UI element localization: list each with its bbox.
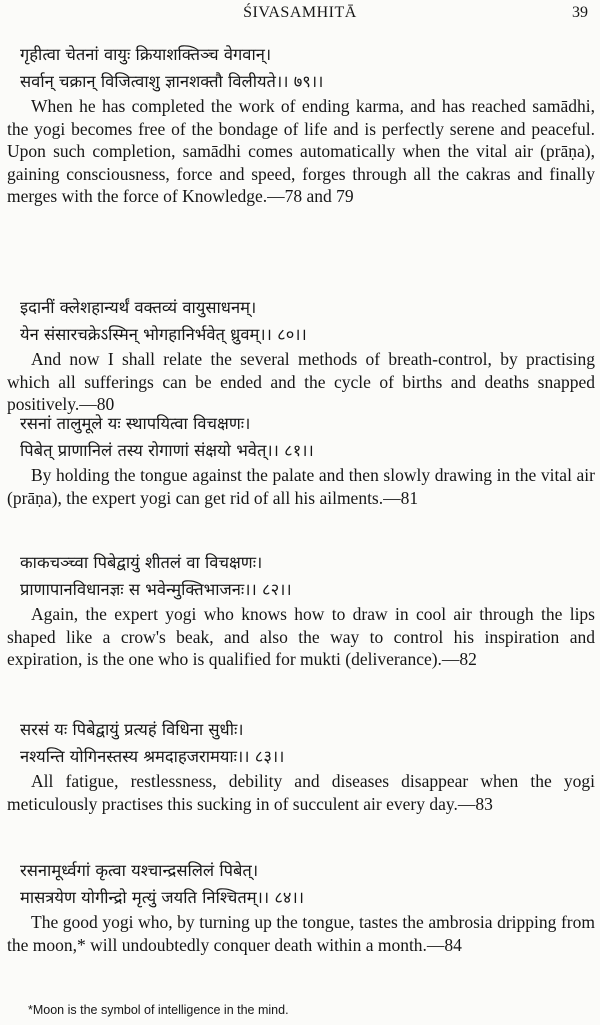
verse-block-80 (7, 294, 595, 416)
verse-block-82 (7, 549, 595, 671)
sanskrit-verse-line: येन संसारचक्रेऽस्मिन् भोगहानिर्भवेत् ध्रुवम्।। ८०।। (20, 325, 307, 344)
page-number: 39 (572, 4, 588, 21)
sanskrit-verse-line: पिबेत् प्राणानिलं तस्य रोगाणां संक्षयो भवेत्।। ८१।। (20, 441, 314, 460)
verse-block-84 (7, 857, 595, 956)
sanskrit-verse-line: प्राणापानविधानज्ञः स भवेन्मुक्तिभाजनः।। ८२।। (20, 580, 292, 599)
sanskrit-verse-line: गृहीत्वा चेतनां वायुः क्रियाशक्तिञ्च वेगवान्। (20, 45, 272, 64)
footnote: *Moon is the symbol of intelligence in the mind. (28, 1003, 289, 1017)
translation-paragraph: And now I shall relate the several methods of breath-control, by practising which all sufferings can be ended and the cycle of births and deaths snapped positively.—80 (7, 349, 595, 414)
sanskrit-verse-line: सर्वान् चक्रान् विजित्वाशु ज्ञानशक्तौ विलीयते।। ७९।। (20, 72, 324, 91)
translation-paragraph: All fatigue, restlessness, debility and diseases disappear when the yogi meticulously practises this sucking in of succulent air every day.—83 (7, 771, 595, 814)
verse-block-83 (7, 716, 595, 815)
sanskrit-verse-line: मासत्रयेण योगीन्द्रो मृत्युं जयति निश्चितम्।। ८४।। (20, 888, 305, 907)
verse-block-78-79 (7, 41, 595, 208)
verse-block-81 (7, 410, 595, 509)
sanskrit-verse-line: रसनामूर्ध्वगां कृत्वा यश्चान्द्रसलिलं पिबेत्। (20, 861, 259, 880)
sanskrit-verse-line: रसनां तालुमूले यः स्थापयित्वा विचक्षणः। (20, 414, 251, 433)
sanskrit-verse-line: सरसं यः पिबेद्वायुं प्रत्यहं विधिना सुधीः। (20, 720, 244, 739)
translation-paragraph: Again, the expert yogi who knows how to draw in cool air through the lips shaped like a crow's beak, and also the way to control his inspiration and expiration, is the one who is qualified for mukti (deliverance).—82 (7, 604, 595, 669)
running-header (0, 3, 600, 25)
running-title: ŚIVASAMHITĀ (243, 4, 357, 21)
translation-paragraph: When he has completed the work of ending karma, and has reached samādhi, the yogi becomes free of the bondage of life and is perfectly serene and peaceful. Upon such completion, samādhi comes automatically when the vital air (prāṇa), gaining consciousness, force and speed, forges through all the cakras and finally merges with the force of Knowledge.—78 and 79 (7, 96, 595, 206)
sanskrit-verse-line: इदानीं क्लेशहान्यर्थं वक्तव्यं वायुसाधनम्। (20, 298, 257, 317)
translation-paragraph: The good yogi who, by turning up the tongue, tastes the ambrosia dripping from the moon,* will undoubtedly conquer death within a month.—84 (7, 912, 595, 955)
translation-paragraph: By holding the tongue against the palate and then slowly drawing in the vital air (prāṇa), the expert yogi can get rid of all his ailments.—81 (7, 465, 595, 508)
sanskrit-verse-line: काकचञ्च्वा पिबेद्वायुं शीतलं वा विचक्षणः। (20, 553, 263, 572)
sanskrit-verse-line: नश्यन्ति योगिनस्तस्य श्रमदाहजरामयाः।। ८३।। (20, 747, 285, 766)
